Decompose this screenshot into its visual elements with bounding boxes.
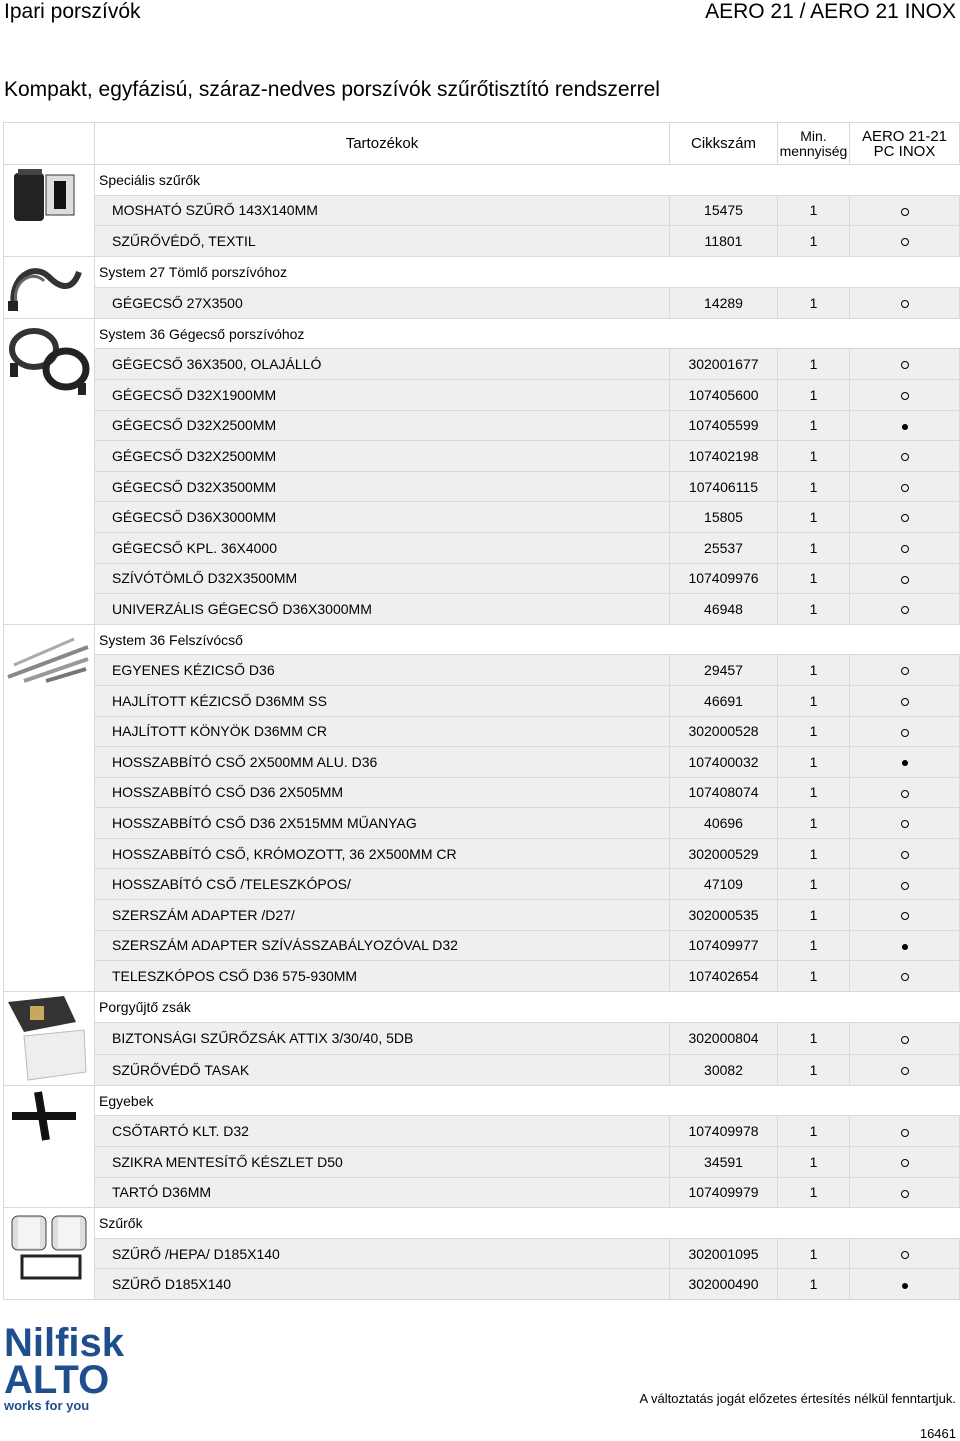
- group-image: [4, 1085, 95, 1207]
- item-min-qty: 1: [778, 1023, 850, 1054]
- item-code: 107409977: [670, 930, 778, 961]
- table-row: [4, 1147, 960, 1178]
- table-row: [4, 502, 960, 533]
- nilfisk-alto-logo: [4, 1320, 164, 1420]
- item-name: TELESZKÓPOS CSŐ D36 575-930MM: [95, 961, 670, 992]
- item-min-qty: 1: [778, 226, 850, 257]
- group-label: Porgyűjtő zsák: [95, 991, 960, 1022]
- item-min-qty: 1: [778, 808, 850, 839]
- hollow-circle-icon: [901, 882, 909, 890]
- item-name: HOSSZABBÍTÓ CSŐ D36 2X515MM MŰANYAG: [95, 808, 670, 839]
- item-name: GÉGECSŐ D32X3500MM: [95, 471, 670, 502]
- header-model-line1: AERO 21-21: [861, 127, 948, 145]
- item-code: 107400032: [670, 747, 778, 778]
- filled-dot-icon: [902, 424, 908, 430]
- item-min-qty: 1: [778, 195, 850, 226]
- item-code: 15805: [670, 502, 778, 533]
- item-code: 14289: [670, 287, 778, 318]
- item-min-qty: 1: [778, 410, 850, 441]
- header-category: Ipari porszívók: [4, 0, 141, 23]
- table-row: [4, 1269, 960, 1300]
- group-label: Szűrők: [95, 1208, 960, 1239]
- item-min-qty: 1: [778, 961, 850, 992]
- group-row: [4, 318, 960, 349]
- standard-accessory-icon: [850, 747, 960, 778]
- header-min-line2: mennyiség: [779, 142, 848, 159]
- optional-accessory-icon: [850, 1238, 960, 1269]
- hollow-circle-icon: [901, 729, 909, 737]
- table-row: [4, 930, 960, 961]
- logo-line2: ALTO: [4, 1358, 110, 1402]
- item-code: 15475: [670, 195, 778, 226]
- item-code: 107402198: [670, 441, 778, 472]
- logo-tagline: works for you: [4, 1398, 90, 1413]
- item-min-qty: 1: [778, 563, 850, 594]
- hollow-circle-icon: [901, 453, 909, 461]
- item-name: MOSHATÓ SZŰRŐ 143X140MM: [95, 195, 670, 226]
- logo-graphic: [4, 1320, 164, 1415]
- item-name: HOSSZABBÍTÓ CSŐ 2X500MM ALU. D36: [95, 747, 670, 778]
- group-label: System 27 Tömlő porszívóhoz: [95, 256, 960, 287]
- item-min-qty: 1: [778, 1147, 850, 1178]
- item-code: 107406115: [670, 471, 778, 502]
- optional-accessory-icon: [850, 349, 960, 380]
- hollow-circle-icon: [901, 1036, 909, 1044]
- item-code: 302000535: [670, 900, 778, 931]
- table-row: [4, 349, 960, 380]
- filled-dot-icon: [902, 944, 908, 950]
- table-row: [4, 441, 960, 472]
- item-code: 302000528: [670, 716, 778, 747]
- item-name: SZŰRŐ D185X140: [95, 1269, 670, 1300]
- item-name: CSŐTARTÓ KLT. D32: [95, 1116, 670, 1147]
- header-image-cell: [4, 123, 95, 165]
- hollow-circle-icon: [901, 973, 909, 981]
- table-row: [4, 195, 960, 226]
- optional-accessory-icon: [850, 195, 960, 226]
- standard-accessory-icon: [850, 1269, 960, 1300]
- item-min-qty: 1: [778, 287, 850, 318]
- optional-accessory-icon: [850, 502, 960, 533]
- table-row: [4, 716, 960, 747]
- item-min-qty: 1: [778, 349, 850, 380]
- hollow-circle-icon: [901, 667, 909, 675]
- table-row: [4, 563, 960, 594]
- item-name: SZÍVÓTÖMLŐ D32X3500MM: [95, 563, 670, 594]
- hollow-circle-icon: [901, 1251, 909, 1259]
- optional-accessory-icon: [850, 838, 960, 869]
- optional-accessory-icon: [850, 808, 960, 839]
- group-row: [4, 624, 960, 655]
- hollow-circle-icon: [901, 1129, 909, 1137]
- table-header-row: [4, 123, 960, 165]
- item-min-qty: 1: [778, 716, 850, 747]
- table-row: [4, 961, 960, 992]
- optional-accessory-icon: [850, 716, 960, 747]
- item-min-qty: 1: [778, 869, 850, 900]
- item-name: SZIKRA MENTESÍTŐ KÉSZLET D50: [95, 1147, 670, 1178]
- item-code: 302000529: [670, 838, 778, 869]
- group-label: System 36 Felszívócső: [95, 624, 960, 655]
- table-row: [4, 410, 960, 441]
- item-name: GÉGECSŐ 36X3500, OLAJÁLLÓ: [95, 349, 670, 380]
- table-row: [4, 685, 960, 716]
- hollow-circle-icon: [901, 484, 909, 492]
- hollow-circle-icon: [901, 238, 909, 246]
- hollow-circle-icon: [901, 1067, 909, 1075]
- table-row: [4, 1116, 960, 1147]
- optional-accessory-icon: [850, 594, 960, 625]
- optional-accessory-icon: [850, 1177, 960, 1208]
- item-name: GÉGECSŐ KPL. 36X4000: [95, 532, 670, 563]
- item-name: SZŰRŐVÉDŐ, TEXTIL: [95, 226, 670, 257]
- page-number: 16461: [919, 1426, 956, 1441]
- optional-accessory-icon: [850, 900, 960, 931]
- table-row: [4, 471, 960, 502]
- group-row: [4, 1085, 960, 1116]
- group-row: [4, 165, 960, 196]
- item-name: GÉGECSŐ D32X2500MM: [95, 441, 670, 472]
- item-code: 107408074: [670, 777, 778, 808]
- table-row: [4, 379, 960, 410]
- item-min-qty: 1: [778, 532, 850, 563]
- filled-dot-icon: [902, 760, 908, 766]
- hollow-circle-icon: [901, 361, 909, 369]
- item-min-qty: 1: [778, 471, 850, 502]
- item-min-qty: 1: [778, 1116, 850, 1147]
- page-subtitle: Kompakt, egyfázisú, száraz-nedves porszívók szűrőtisztító rendszerrel: [4, 78, 660, 101]
- hollow-circle-icon: [901, 576, 909, 584]
- item-code: 107405599: [670, 410, 778, 441]
- item-code: 46948: [670, 594, 778, 625]
- hollow-circle-icon: [901, 1159, 909, 1167]
- group-image: [4, 1208, 95, 1300]
- item-name: SZŰRŐ /HEPA/ D185X140: [95, 1238, 670, 1269]
- accessories-table: [3, 122, 960, 1300]
- header-accessories: Tartozékok: [95, 123, 670, 165]
- header-model: AERO 21 / AERO 21 INOX: [705, 0, 956, 23]
- item-code: 302000804: [670, 1023, 778, 1054]
- item-code: 11801: [670, 226, 778, 257]
- item-code: 34591: [670, 1147, 778, 1178]
- item-min-qty: 1: [778, 441, 850, 472]
- item-code: 302001095: [670, 1238, 778, 1269]
- item-name: TARTÓ D36MM: [95, 1177, 670, 1208]
- optional-accessory-icon: [850, 1023, 960, 1054]
- optional-accessory-icon: [850, 532, 960, 563]
- hollow-circle-icon: [901, 912, 909, 920]
- group-image: [4, 624, 95, 991]
- item-min-qty: 1: [778, 747, 850, 778]
- logo-line1: Nilfisk: [4, 1321, 125, 1365]
- item-name: SZERSZÁM ADAPTER /D27/: [95, 900, 670, 931]
- table-row: [4, 1177, 960, 1208]
- item-name: HOSSZABÍTÓ CSŐ /TELESZKÓPOS/: [95, 869, 670, 900]
- item-min-qty: 1: [778, 685, 850, 716]
- item-code: 107409978: [670, 1116, 778, 1147]
- item-min-qty: 1: [778, 379, 850, 410]
- hollow-circle-icon: [901, 514, 909, 522]
- hollow-circle-icon: [901, 392, 909, 400]
- optional-accessory-icon: [850, 379, 960, 410]
- item-name: SZŰRŐVÉDŐ TASAK: [95, 1054, 670, 1085]
- group-image: [4, 256, 95, 318]
- group-row: [4, 256, 960, 287]
- table-row: [4, 777, 960, 808]
- item-name: GÉGECSŐ 27X3500: [95, 287, 670, 318]
- optional-accessory-icon: [850, 869, 960, 900]
- table-row: [4, 226, 960, 257]
- hollow-circle-icon: [901, 208, 909, 216]
- optional-accessory-icon: [850, 471, 960, 502]
- header-code: Cikkszám: [670, 123, 778, 165]
- optional-accessory-icon: [850, 1116, 960, 1147]
- item-name: BIZTONSÁGI SZŰRŐZSÁK ATTIX 3/30/40, 5DB: [95, 1023, 670, 1054]
- item-name: GÉGECSŐ D36X3000MM: [95, 502, 670, 533]
- item-code: 107409979: [670, 1177, 778, 1208]
- item-code: 40696: [670, 808, 778, 839]
- optional-accessory-icon: [850, 655, 960, 686]
- header-min-qty: [778, 123, 850, 165]
- table-row: [4, 900, 960, 931]
- hollow-circle-icon: [901, 820, 909, 828]
- table-row: [4, 1238, 960, 1269]
- item-code: 25537: [670, 532, 778, 563]
- group-row: [4, 991, 960, 1022]
- item-min-qty: 1: [778, 1238, 850, 1269]
- optional-accessory-icon: [850, 226, 960, 257]
- table-row: [4, 838, 960, 869]
- hollow-circle-icon: [901, 545, 909, 553]
- item-code: 107409976: [670, 563, 778, 594]
- table-row: [4, 808, 960, 839]
- group-row: [4, 1208, 960, 1239]
- item-code: 302001677: [670, 349, 778, 380]
- header-model-col: [850, 123, 960, 165]
- table-row: [4, 655, 960, 686]
- standard-accessory-icon: [850, 410, 960, 441]
- table-row: [4, 1054, 960, 1085]
- standard-accessory-icon: [850, 930, 960, 961]
- table-row: [4, 869, 960, 900]
- group-image: [4, 318, 95, 624]
- item-min-qty: 1: [778, 838, 850, 869]
- table-row: [4, 594, 960, 625]
- item-code: 107402654: [670, 961, 778, 992]
- optional-accessory-icon: [850, 685, 960, 716]
- hollow-circle-icon: [901, 300, 909, 308]
- item-name: HAJLÍTOTT KÖNYÖK D36MM CR: [95, 716, 670, 747]
- item-min-qty: 1: [778, 900, 850, 931]
- optional-accessory-icon: [850, 777, 960, 808]
- item-code: 302000490: [670, 1269, 778, 1300]
- item-code: 46691: [670, 685, 778, 716]
- footer-notice: A változtatás jogát előzetes értesítés nélkül fenntartjuk.: [639, 1391, 956, 1406]
- item-min-qty: 1: [778, 1177, 850, 1208]
- item-min-qty: 1: [778, 655, 850, 686]
- filled-dot-icon: [902, 1283, 908, 1289]
- group-image: [4, 165, 95, 257]
- item-min-qty: 1: [778, 1054, 850, 1085]
- item-code: 30082: [670, 1054, 778, 1085]
- item-min-qty: 1: [778, 777, 850, 808]
- item-code: 47109: [670, 869, 778, 900]
- item-code: 107405600: [670, 379, 778, 410]
- item-name: HAJLÍTOTT KÉZICSŐ D36MM SS: [95, 685, 670, 716]
- group-image: [4, 991, 95, 1085]
- header-min-line1: Min.: [800, 127, 827, 144]
- optional-accessory-icon: [850, 961, 960, 992]
- group-label: Speciális szűrők: [95, 165, 960, 196]
- item-name: HOSSZABBÍTÓ CSŐ, KRÓMOZOTT, 36 2X500MM CR: [95, 838, 670, 869]
- group-label: Egyebek: [95, 1085, 960, 1116]
- hollow-circle-icon: [901, 606, 909, 614]
- item-name: GÉGECSŐ D32X2500MM: [95, 410, 670, 441]
- header-model-line2: PC INOX: [873, 142, 936, 160]
- item-name: UNIVERZÁLIS GÉGECSŐ D36X3000MM: [95, 594, 670, 625]
- item-min-qty: 1: [778, 594, 850, 625]
- item-name: GÉGECSŐ D32X1900MM: [95, 379, 670, 410]
- item-name: SZERSZÁM ADAPTER SZÍVÁSSZABÁLYOZÓVAL D32: [95, 930, 670, 961]
- item-name: HOSSZABBÍTÓ CSŐ D36 2X505MM: [95, 777, 670, 808]
- item-name: EGYENES KÉZICSŐ D36: [95, 655, 670, 686]
- item-min-qty: 1: [778, 930, 850, 961]
- table-row: [4, 532, 960, 563]
- group-label: System 36 Gégecső porszívóhoz: [95, 318, 960, 349]
- optional-accessory-icon: [850, 287, 960, 318]
- hollow-circle-icon: [901, 1190, 909, 1198]
- item-code: 29457: [670, 655, 778, 686]
- item-min-qty: 1: [778, 1269, 850, 1300]
- optional-accessory-icon: [850, 441, 960, 472]
- hollow-circle-icon: [901, 790, 909, 798]
- optional-accessory-icon: [850, 1147, 960, 1178]
- optional-accessory-icon: [850, 563, 960, 594]
- table-row: [4, 747, 960, 778]
- table-row: [4, 1023, 960, 1054]
- item-min-qty: 1: [778, 502, 850, 533]
- table-row: [4, 287, 960, 318]
- optional-accessory-icon: [850, 1054, 960, 1085]
- hollow-circle-icon: [901, 698, 909, 706]
- hollow-circle-icon: [901, 851, 909, 859]
